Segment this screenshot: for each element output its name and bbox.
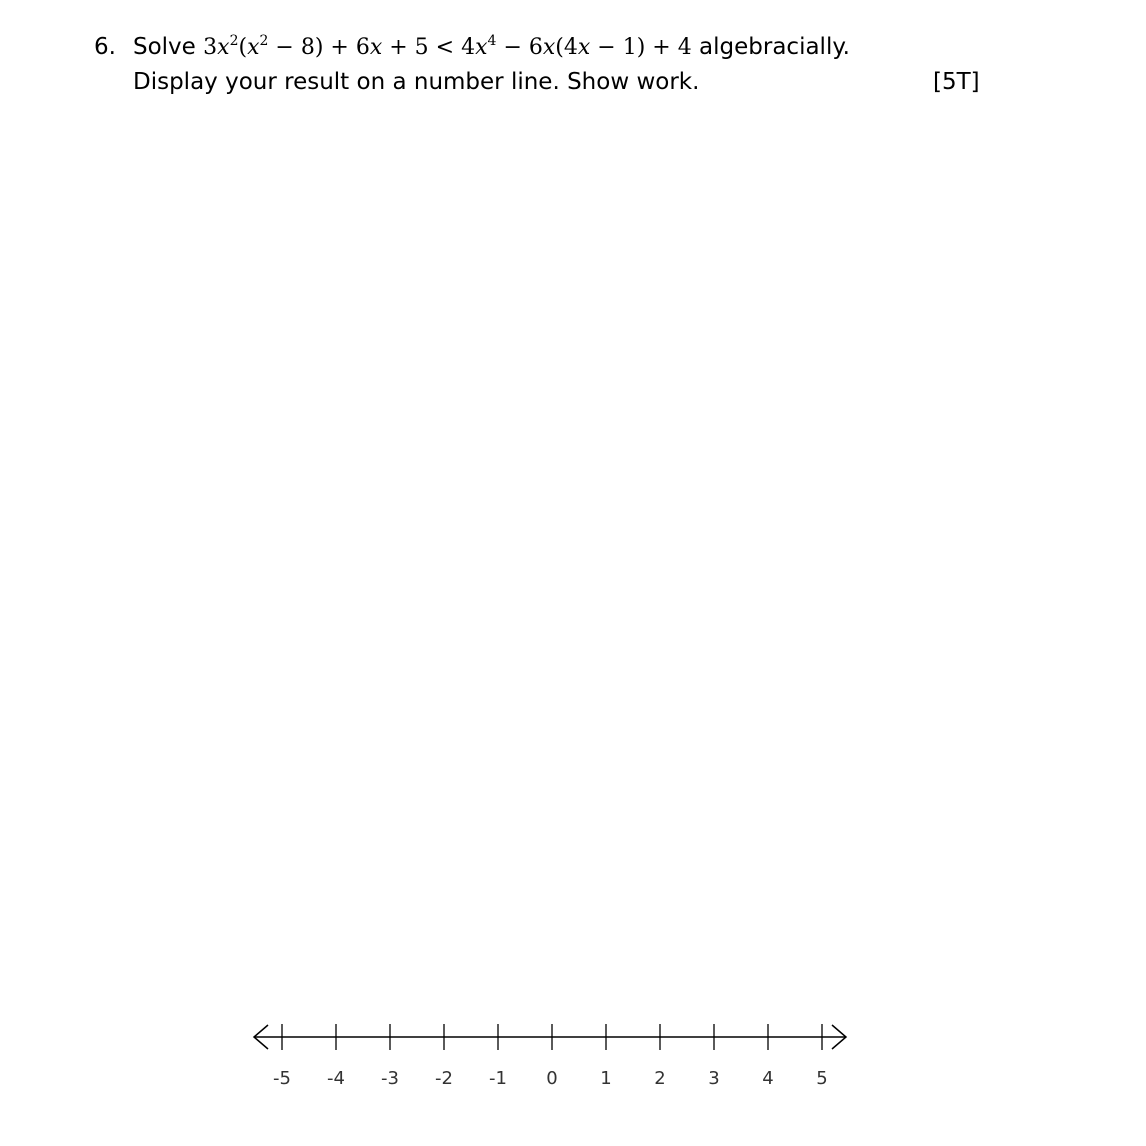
question-instruction: Display your result on a number line. Show work. [133,69,700,95]
tick-label-neg3: -3 [381,1068,399,1089]
tick-label-0: 0 [546,1068,558,1089]
tick-label-neg1: -1 [489,1068,507,1089]
question-number: 6. [94,34,116,60]
tick-label-neg5: -5 [273,1068,291,1089]
number-line [246,1012,866,1092]
tick-label-2: 2 [654,1068,666,1089]
inequality-expression: $3x^2(x^2 - 8) + 6x + 5 < 4x^4 - 6x(4x - 1) + 4$ [203,33,692,60]
solve-verb: Solve [133,34,196,60]
tick-label-4: 4 [762,1068,774,1089]
method-text: algebracially. [699,34,850,60]
tick-label-5: 5 [816,1068,828,1089]
tick-label-1: 1 [600,1068,612,1089]
tick-label-neg2: -2 [435,1068,453,1089]
question-line-1 [94,32,850,63]
tick-label-neg4: -4 [327,1068,345,1089]
tick-label-3: 3 [708,1068,720,1089]
marks-badge: [5T] [933,69,980,95]
